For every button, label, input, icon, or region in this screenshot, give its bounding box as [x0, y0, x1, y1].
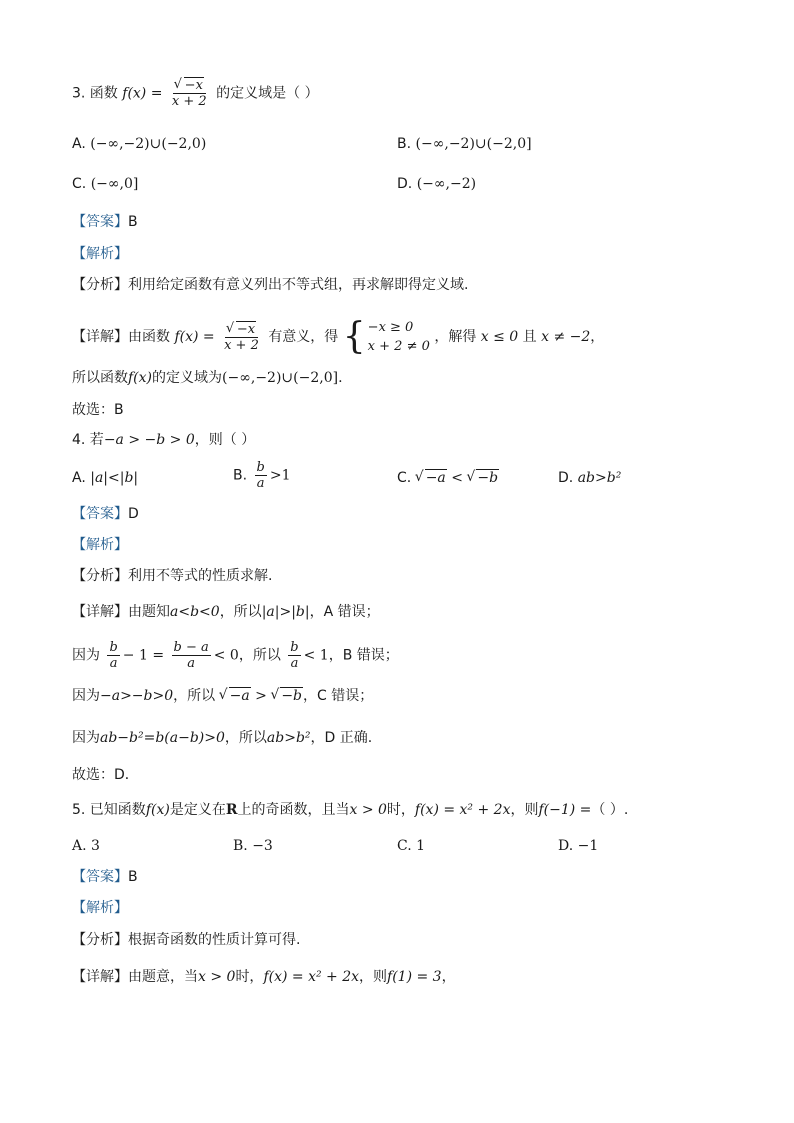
q3-option-d: D. (−∞,−2) [397, 176, 477, 192]
q4-detail-1: 【详解】由题知a<b<0，所以|a|>|b|，A 错误； [72, 604, 380, 620]
q3-inequality-system: { −x ≥ 0 x + 2 ≠ 0 [342, 316, 430, 357]
q4-fenxi: 【分析】利用不等式的性质求解. [72, 568, 273, 584]
q3-fenxi: 【分析】利用给定函数有意义列出不等式组，再求解即得定义域. [72, 277, 469, 293]
q4-detail-2: 因为 $\frac{b}{a}$ − 1 = $\frac{b - a}{a}$ < 0，所以 $\frac{b}{a}$ < 1，B 错误； [72, 640, 399, 671]
q5-option-b: B. −3 [233, 838, 273, 854]
q4-detail-3: 因为−a>−b>0，所以 √ −a > √ −b，C 错误； [72, 686, 373, 706]
q5-answer: 【答案】B [72, 869, 138, 885]
q3-answer: 【答案】B [72, 214, 138, 230]
q4-stem: 4. 若−a > −b > 0，则（ ） [72, 432, 256, 448]
q3-detail: 【详解】由函数 f(x) = √ $\frac{-x}{x + 2}$ 有意义，得 { −x ≥ 0 x + 2 ≠ 0 ，解得 x ≤ 0 且 x ≠ −2， [72, 318, 604, 356]
q5-analysis-heading: 【解析】 [72, 900, 128, 916]
q5-option-d: D. −1 [558, 838, 599, 854]
q3-option-a: A. (−∞,−2)∪(−2,0) [72, 136, 207, 152]
q4-option-b: B. $\frac{b}{a}$ >1 [233, 460, 291, 491]
q4-answer: 【答案】D [72, 506, 139, 522]
q4-option-c: C. √ −a < √ −b [397, 468, 499, 488]
q3-fx: f(x) = [122, 85, 163, 102]
q5-detail-1: 【详解】由题意，当x > 0时，f(x) = x² + 2x，则f(1) = 3， [72, 969, 456, 985]
q4-detail-4: 因为ab−b²=b(a−b)>0，所以ab>b²，D 正确. [72, 730, 373, 746]
q3-stem-suffix: 的定义域是（ ） [216, 85, 319, 102]
q3-fraction: √ $\frac{-x}{x + 2}$ [170, 78, 209, 109]
q4-option-a: A. |a|<|b| [72, 470, 139, 486]
q3-analysis-heading: 【解析】 [72, 246, 128, 262]
q3-option-b: B. (−∞,−2)∪(−2,0] [397, 136, 532, 152]
q3-choose: 故选：B [72, 402, 124, 418]
q5-fenxi: 【分析】根据奇函数的性质计算可得. [72, 932, 301, 948]
q3-domain-line: 所以函数f(x)的定义域为(−∞,−2)∪(−2,0]. [72, 370, 343, 386]
q3-stem [72, 78, 319, 109]
q5-stem: 5. 已知函数f(x)是定义在R上的奇函数，且当x > 0时，f(x) = x² + 2x，则f(−1) =（ ）. [72, 802, 629, 818]
q4-option-d: D. ab>b² [558, 470, 622, 486]
q3-number: 3. 函数 [72, 85, 118, 102]
q3-option-c: C. (−∞,0] [72, 176, 139, 192]
q4-choose: 故选：D． [72, 767, 139, 783]
q5-option-a: A. 3 [72, 838, 100, 854]
q4-analysis-heading: 【解析】 [72, 537, 128, 553]
q5-option-c: C. 1 [397, 838, 426, 854]
